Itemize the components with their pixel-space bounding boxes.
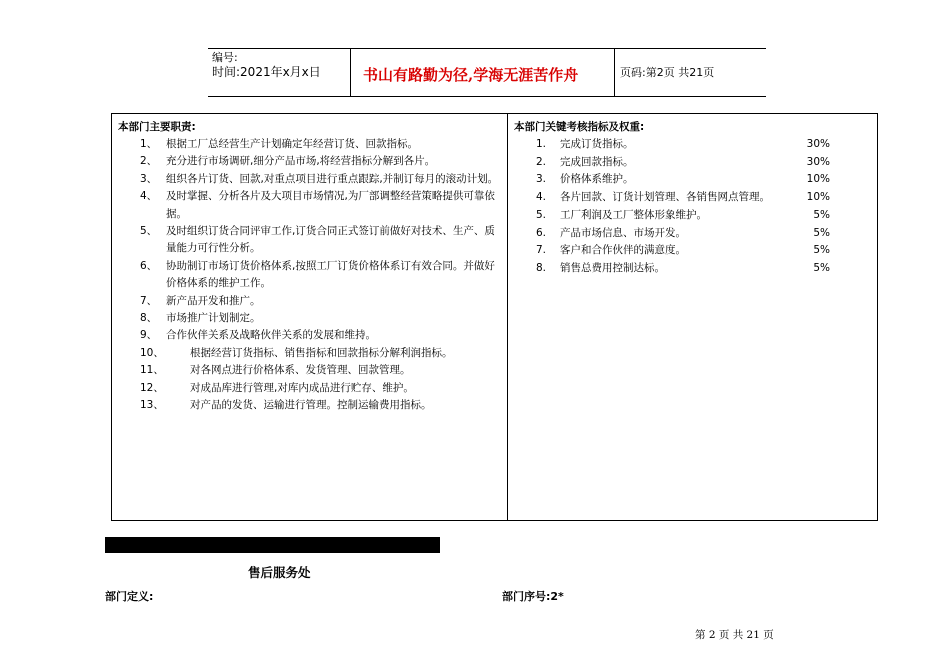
duty-item	[118, 223, 502, 258]
duties-list	[118, 136, 502, 415]
page-footer: 第 2 页 共 21 页	[695, 629, 774, 641]
duty-text: 新产品开发和推广。	[166, 294, 261, 307]
kpi-column	[514, 118, 830, 278]
duty-text: 对各网点进行价格体系、发货管理、回款管理。	[190, 364, 411, 377]
kpi-number: 7.	[536, 244, 547, 257]
duty-text: 组织各片订货、回款,对重点项目进行重点跟踪,并制订每月的滚动计划。	[166, 172, 499, 185]
kpi-item	[514, 260, 830, 278]
duty-number: 1、	[140, 138, 158, 150]
department-name: 售后服务处	[248, 565, 311, 580]
duty-number: 7、	[140, 294, 158, 307]
kpi-text: 产品市场信息、市场开发。	[560, 226, 686, 239]
kpi-weight: 30%	[806, 138, 830, 150]
duty-item	[118, 136, 502, 153]
responsibility-table	[111, 113, 878, 521]
kpi-text: 销售总费用控制达标。	[560, 261, 665, 274]
duties-title: 本部门主要职责:	[118, 121, 196, 133]
kpi-weight: 10%	[806, 173, 830, 186]
duty-number: 2、	[140, 155, 158, 168]
duty-text: 合作伙伴关系及战略伙伴关系的发展和维持。	[166, 329, 376, 342]
duty-item	[118, 310, 502, 327]
duty-text: 根据经营订货指标、销售指标和回款指标分解利润指标。	[190, 346, 453, 359]
duty-item	[118, 171, 502, 188]
duty-number: 5、	[140, 225, 158, 238]
duty-item	[118, 188, 502, 223]
table-divider	[507, 114, 508, 520]
kpi-weight: 5%	[813, 261, 830, 274]
duty-item	[118, 362, 502, 379]
duty-text: 及时掌握、分析各片及大项目市场情况,为厂部调整经营策略提供可靠依据。	[166, 190, 495, 220]
kpi-text: 工厂利润及工厂整体形象维护。	[560, 208, 707, 221]
duty-text: 对产品的发货、运输进行管理。控制运输费用指标。	[190, 399, 432, 412]
duty-number: 11、	[140, 364, 164, 377]
duty-text: 充分进行市场调研,细分产品市场,将经营指标分解到各片。	[166, 155, 436, 168]
kpi-weight: 30%	[806, 155, 830, 168]
kpi-weight: 5%	[813, 244, 830, 257]
kpi-list	[514, 136, 830, 278]
kpi-text: 完成订货指标。	[560, 138, 634, 150]
duty-number: 9、	[140, 329, 158, 342]
kpi-number: 2.	[536, 155, 547, 168]
duty-text: 及时组织订货合同评审工作,订货合同正式签订前做好对技术、生产、质量能力可行性分析。	[166, 225, 495, 255]
kpi-number: 8.	[536, 261, 547, 274]
header-top-rule	[208, 48, 766, 49]
kpi-number: 6.	[536, 226, 547, 239]
department-sequence-label: 部门序号:2*	[502, 590, 564, 603]
kpi-item	[514, 242, 830, 260]
kpi-title: 本部门关键考核指标及权重:	[514, 121, 645, 133]
duty-number: 12、	[140, 381, 164, 394]
kpi-text: 客户和合作伙伴的满意度。	[560, 244, 686, 257]
duty-item	[118, 153, 502, 170]
kpi-number: 4.	[536, 191, 547, 204]
duty-text: 市场推广计划制定。	[166, 312, 261, 325]
page-label: 页码:第2页 共21页	[620, 66, 715, 79]
code-label: 编号:	[212, 51, 238, 64]
motto: 书山有路勤为径,学海无涯苦作舟	[363, 66, 579, 84]
header-divider	[614, 49, 615, 96]
duty-number: 10、	[140, 346, 164, 359]
duty-number: 4、	[140, 190, 158, 203]
duty-item	[118, 327, 502, 344]
kpi-item	[514, 207, 830, 225]
duty-number: 13、	[140, 399, 164, 412]
time-label: 时间:2021年x月x日	[212, 65, 321, 79]
duty-item	[118, 258, 502, 293]
kpi-weight: 5%	[813, 226, 830, 239]
department-definition-label: 部门定义:	[105, 590, 154, 603]
duty-number: 6、	[140, 259, 158, 272]
kpi-text: 各片回款、订货计划管理、各销售网点管理。	[560, 191, 770, 204]
duty-text: 对成品库进行管理,对库内成品进行贮存、维护。	[190, 381, 414, 394]
kpi-number: 5.	[536, 208, 547, 221]
kpi-item	[514, 225, 830, 243]
duty-number: 8、	[140, 312, 158, 325]
kpi-item	[514, 171, 830, 189]
kpi-number: 3.	[536, 173, 547, 186]
kpi-item	[514, 154, 830, 172]
kpi-weight: 10%	[806, 191, 830, 204]
duty-item	[118, 293, 502, 310]
duty-text: 协助制订市场订货价格体系,按照工厂订货价格体系订有效合同。并做好价格体系的维护工作。	[166, 259, 495, 290]
kpi-text: 完成回款指标。	[560, 155, 634, 168]
kpi-item	[514, 136, 830, 154]
duty-item	[118, 397, 502, 414]
duties-column	[118, 118, 502, 415]
kpi-number: 1.	[536, 138, 547, 150]
duty-text: 根据工厂总经营生产计划确定年经营订货、回款指标。	[166, 138, 418, 150]
redacted-bar	[105, 537, 440, 553]
kpi-weight: 5%	[813, 208, 830, 221]
duty-number: 3、	[140, 172, 158, 185]
header-bottom-rule	[208, 96, 766, 97]
kpi-text: 价格体系维护。	[560, 173, 634, 186]
kpi-item	[514, 189, 830, 207]
duty-item	[118, 345, 502, 362]
header-divider	[350, 49, 351, 96]
duty-item	[118, 380, 502, 397]
